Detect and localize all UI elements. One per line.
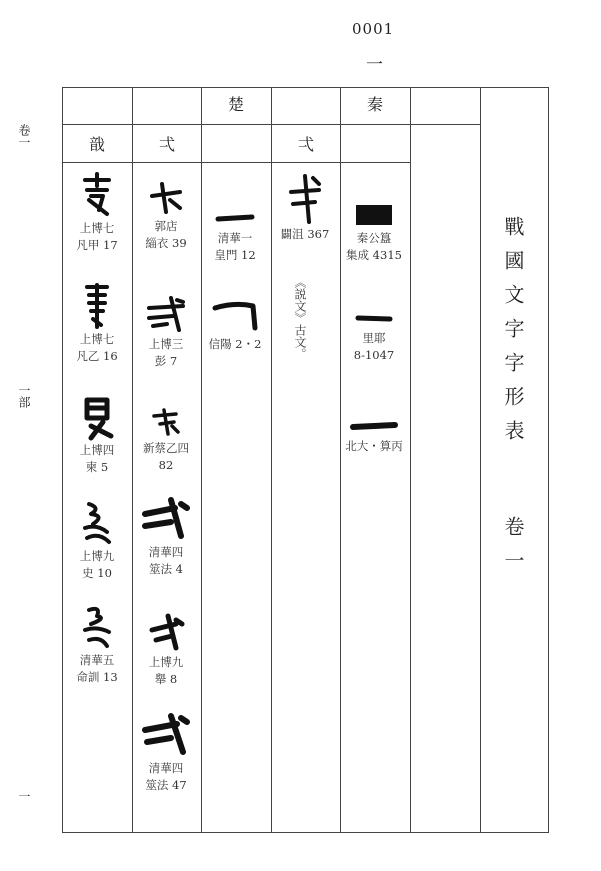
- column-divider: [201, 88, 202, 832]
- one-glyph-icon: [349, 414, 399, 438]
- shu-glyph-icon: [77, 281, 117, 331]
- entry-reference: 命訓 13: [76, 670, 118, 684]
- yi-glyph-icon: [141, 712, 191, 760]
- margin-radical-label: 一: [17, 790, 31, 802]
- entry-source: 清華一: [217, 231, 253, 245]
- glyph-entry: [63, 602, 131, 686]
- row-divider: [63, 124, 480, 125]
- glyph-entry: [340, 414, 408, 455]
- page-number: 0001: [352, 20, 395, 38]
- entry-reference: 史 10: [82, 566, 112, 580]
- shuowen-note: 《説文》古文。: [293, 276, 307, 360]
- one-glyph-icon: [212, 206, 258, 230]
- margin-section-label: 一部: [17, 384, 31, 408]
- entry-source: 清華四: [148, 545, 184, 559]
- book-title: 戰國文字字形表: [501, 216, 525, 454]
- entry-reference: 凡甲 17: [76, 238, 118, 252]
- entry-source: 信陽 2・2: [208, 337, 262, 351]
- glyph-entry: [63, 281, 131, 365]
- region-header-chu: 楚: [228, 95, 245, 114]
- character-header-yi-guwen: 弌: [298, 135, 315, 154]
- one-glyph-icon: [352, 306, 396, 330]
- one-glyph-icon: [209, 296, 261, 336]
- entry-reference: 凡乙 16: [76, 349, 118, 363]
- shu-glyph-icon: [77, 602, 117, 652]
- glyph-entry: [201, 296, 269, 353]
- shu-glyph-icon: [77, 498, 117, 548]
- row-divider: [63, 162, 410, 163]
- shu-glyph-icon: [77, 392, 117, 442]
- character-table: [62, 87, 549, 833]
- entry-source: 新蔡乙四: [143, 441, 189, 455]
- entry-source: 清華五: [79, 653, 115, 667]
- entry-reference: 緇衣 39: [145, 236, 187, 250]
- entry-source: 上博七: [79, 221, 115, 235]
- glyph-entry: [340, 306, 408, 364]
- glyph-entry: [132, 406, 200, 474]
- entry-reference: 彭 7: [154, 354, 178, 368]
- entry-source: 闢沮 367: [280, 227, 330, 241]
- glyph-entry: [132, 610, 200, 688]
- one-glyph-icon: [352, 200, 396, 230]
- glyph-entry: [132, 712, 200, 794]
- character-header-yi: 弌: [159, 135, 176, 154]
- entry-source: 北大・算丙: [345, 439, 403, 453]
- entry-reference: 舉 8: [154, 672, 178, 686]
- entry-source: 上博九: [79, 549, 115, 563]
- glyph-entry: [63, 392, 131, 476]
- entry-source: 清華四: [148, 761, 184, 775]
- yi-glyph-icon: [143, 294, 189, 336]
- radical-heading: 一: [366, 55, 383, 75]
- entry-reference: 柬 5: [85, 460, 109, 474]
- region-header-qin: 秦: [367, 95, 384, 114]
- entry-source: 秦公簋: [356, 231, 392, 245]
- margin-volume-label: 卷一: [17, 124, 31, 148]
- yi-glyph-icon: [146, 178, 186, 218]
- shu-glyph-icon: [77, 170, 117, 220]
- yi-glyph-icon: [146, 610, 186, 654]
- glyph-entry: [201, 206, 269, 264]
- volume-title: 卷一: [501, 516, 525, 584]
- yi-glyph-icon: [146, 406, 186, 440]
- entry-reference: 筮法 47: [145, 778, 187, 792]
- entry-reference: 皇門 12: [214, 248, 256, 262]
- glyph-entry: [63, 170, 131, 254]
- glyph-entry: [63, 498, 131, 582]
- entry-source: 郭店: [154, 219, 178, 233]
- glyph-entry: [132, 178, 200, 252]
- entry-source: 上博四: [79, 443, 115, 457]
- entry-source: 上博三: [148, 337, 184, 351]
- entry-source: 里耶: [362, 331, 386, 345]
- entry-source: 上博九: [148, 655, 184, 669]
- entry-reference: 82: [158, 458, 174, 472]
- glyph-entry: [340, 200, 408, 264]
- yi-glyph-icon: [141, 496, 191, 544]
- column-divider: [410, 88, 411, 832]
- entry-reference: 集成 4315: [346, 248, 402, 262]
- glyph-entry: [271, 172, 339, 243]
- character-header-shu: 戠: [89, 135, 106, 154]
- entry-reference: 筮法 4: [149, 562, 183, 576]
- yi-glyph-icon: [285, 172, 325, 226]
- entry-reference: 8-1047: [353, 348, 395, 362]
- column-divider: [480, 88, 481, 832]
- entry-source: 上博七: [79, 332, 115, 346]
- glyph-entry: [132, 496, 200, 578]
- glyph-entry: [132, 294, 200, 370]
